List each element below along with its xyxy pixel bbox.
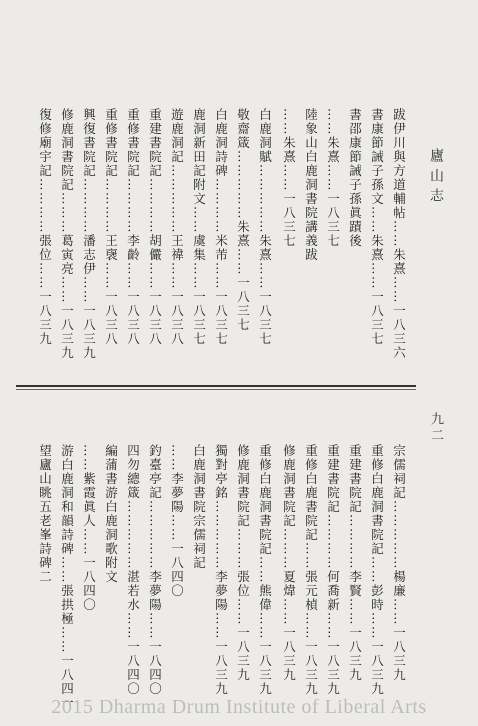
section-divider-thin — [16, 389, 416, 390]
toc-entry: 書邵康節誡子孫眞蹟後 — [347, 108, 363, 248]
toc-entry: 重建書院記…………李賢……一八三九 — [347, 444, 363, 682]
toc-entry: 敬齋箴……………朱熹……一八三七 — [235, 108, 251, 332]
toc-entry: 重建書院記…………胡儼……一八三八 — [147, 108, 163, 346]
toc-entry: 釣臺亭記……………李夢陽……一八四〇 — [147, 444, 163, 696]
toc-entry: 望廬山眺五老峯詩碑二 — [37, 444, 53, 584]
toc-entry: 白鹿洞賦……………朱熹……一八三七 — [257, 108, 273, 346]
toc-entry: 興復書院記…………潘志伊……一八三九 — [81, 108, 97, 360]
toc-entry: 修鹿洞書院記………張位……一八三九 — [235, 444, 251, 682]
toc-entry: 遊鹿洞記……………王禕……一八三八 — [169, 108, 185, 346]
toc-entry: 重建書院記…………何喬新……一八三九 — [325, 444, 341, 696]
toc-entry: 四勿總箴……………湛若水……一八四〇 — [125, 444, 141, 696]
toc-entry: 編蒲書游白鹿洞歌附文 — [103, 444, 119, 584]
toc-entry: 修鹿洞書院記………夏煒……一八三九 — [281, 444, 297, 682]
toc-entry: 重修書院記…………王襃……一八三八 — [103, 108, 119, 346]
toc-entry: 白鹿洞詩碑…………米芾……一八三七 — [213, 108, 229, 346]
toc-entry: 重修白鹿洞書院記……熊偉……一八三九 — [257, 444, 273, 696]
section-divider — [16, 385, 416, 387]
page-number: 九二 — [428, 412, 443, 444]
watermark: 2015 Dharma Drum Institute of Liberal Arts — [51, 696, 427, 718]
toc-entry: ……朱熹……一八三七 — [325, 108, 341, 248]
toc-entry: 跋伊川與方道輔帖……朱熹……一八三六 — [391, 108, 407, 360]
toc-entry: ……紫霞眞人……一八四〇 — [81, 444, 97, 612]
toc-entry: 修鹿洞書院記………葛寅亮……一八三九 — [59, 108, 75, 360]
toc-entry: 白鹿洞書院宗儒祠記 — [191, 444, 207, 570]
toc-entry: 重修白鹿書院記……張元楨……一八三九 — [303, 444, 319, 696]
toc-entry: 陸象山白鹿洞書院講義跋 — [303, 108, 319, 262]
toc-entry: 獨對亭銘……………李夢陽……一八三九 — [213, 444, 229, 696]
toc-entry: 書康節誡子孫文……朱熹……一八三七 — [369, 108, 385, 346]
toc-entry: 游白鹿洞和韻詩碑……張拱極……一八四一 — [59, 444, 75, 710]
book-title: 廬山志 — [428, 148, 444, 208]
toc-entry: 重修白鹿洞書院記……彭時……一八三九 — [369, 444, 385, 696]
toc-entry: 重修書院記…………李齡……一八三八 — [125, 108, 141, 346]
toc-entry: ……李夢陽……一八四〇 — [169, 444, 185, 598]
toc-entry: 宗儒祠記……………楊廉……一八三九 — [391, 444, 407, 682]
toc-entry: ……朱熹……一八三七 — [281, 108, 297, 248]
toc-entry: 復修廟宇記…………張位……一八三九 — [37, 108, 53, 346]
toc-entry: 鹿洞新田記附文……虞集……一八三七 — [191, 108, 207, 346]
